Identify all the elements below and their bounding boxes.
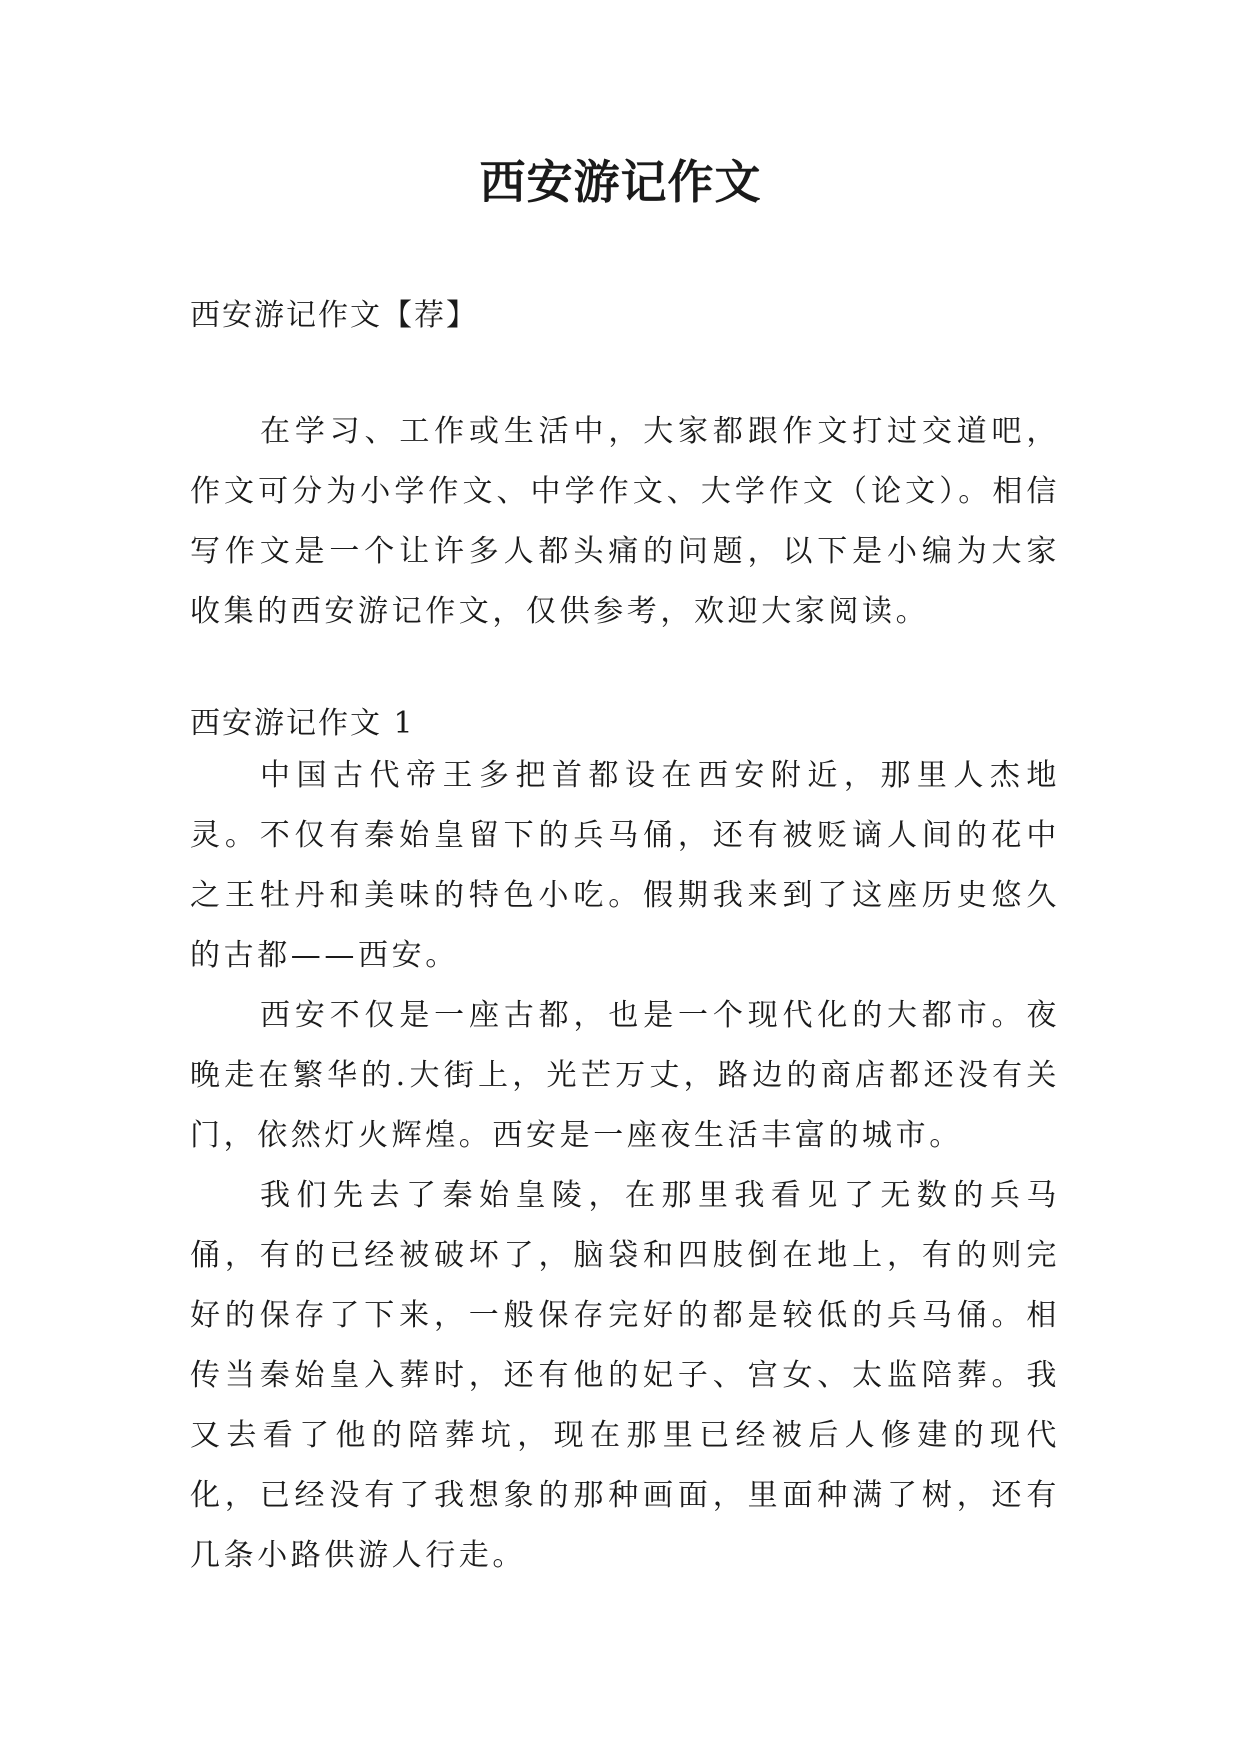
document-subtitle: 西安游记作文【荐】 — [190, 298, 478, 333]
document-title: 西安游记作文 — [479, 155, 762, 209]
section-heading: 西安游记作文 1 — [190, 706, 415, 741]
body-paragraph: 西安不仅是一座古都，也是一个现代化的大都市。夜晚走在繁华的.大街上，光芒万丈，路边的商店都还没有关门，依然灯火辉煌。西安是一座夜生活丰富的城市。 — [190, 998, 1060, 1153]
body-paragraph: 中国古代帝王多把首都设在西安附近，那里人杰地灵。不仅有秦始皇留下的兵马俑，还有被贬谪人间的花中之王牡丹和美味的特色小吃。假期我来到了这座历史悠久的古都——西安。 — [190, 758, 1060, 973]
body-paragraph: 我们先去了秦始皇陵，在那里我看见了无数的兵马俑，有的已经被破坏了，脑袋和四肢倒在地上，有的则完好的保存了下来，一般保存完好的都是较低的兵马俑。相传当秦始皇入葬时，还有他的妃子、宫女、太监陪葬。我又去看了他的陪葬坑，现在那里已经被后人修建的现代化，已经没有了我想象的那种画面，里面种满了树，还有几条小路供游人行走。 — [190, 1178, 1060, 1573]
intro-paragraph: 在学习、工作或生活中，大家都跟作文打过交道吧，作文可分为小学作文、中学作文、大学作文（论文）。相信写作文是一个让许多人都头痛的问题，以下是小编为大家收集的西安游记作文，仅供参考，欢迎大家阅读。 — [190, 414, 1060, 629]
